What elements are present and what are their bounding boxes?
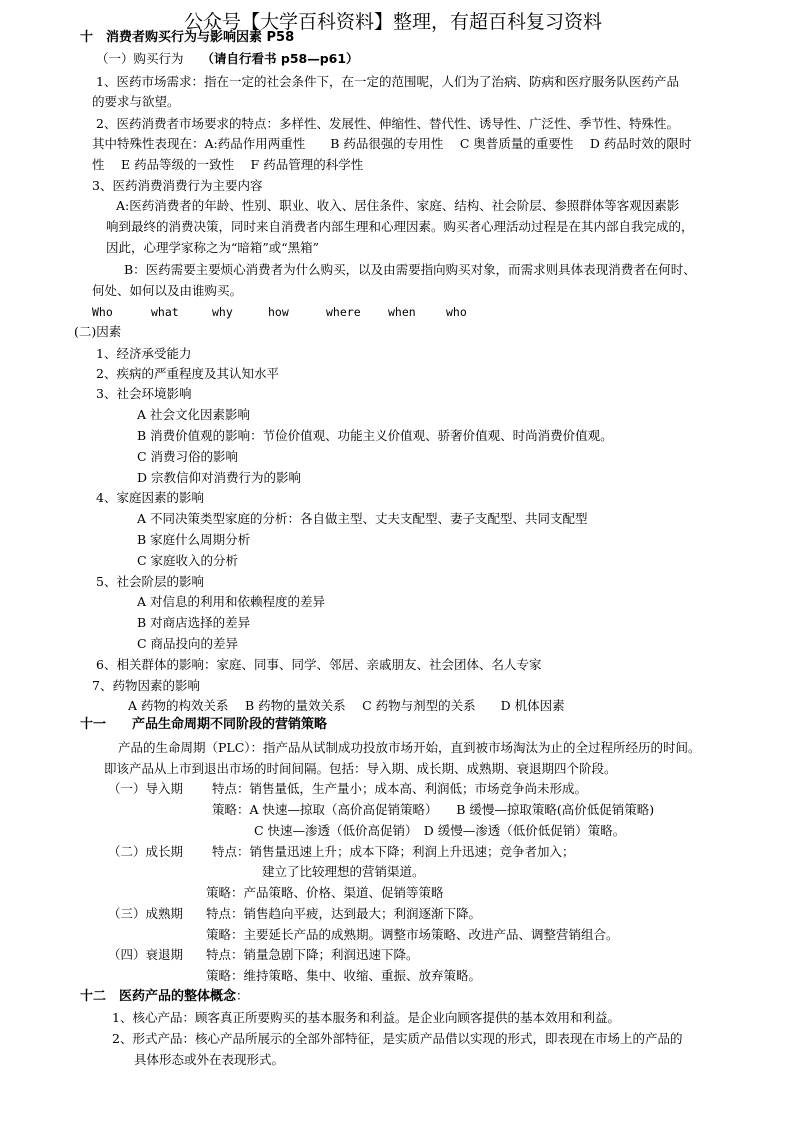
- para-1-line-1: 1、医药市场需求：指在一定的社会条件下，在一定的范围呢，人们为了治病、防病和医疗服务队医药产品: [96, 74, 679, 89]
- section-10-title: 十 消费者购买行为与影响因素 P58: [80, 30, 295, 45]
- form-product-line-1: 2、形式产品：核心产品所展示的全部外部特征，是实质产品借以实现的形式，即表现在市场上的产品的: [112, 1031, 683, 1046]
- para-2-line-2: 其中特殊性表现在：A:药品作用两重性 B 药品很强的专用性 C 奥普质量的重要性 D 药品时效的限时: [92, 136, 692, 151]
- stage-2-feature-2: 建立了比较理想的营销渠道。: [262, 864, 425, 879]
- para-2-line-3: 性 E 药品等级的一致性 F 药品管理的科学性: [92, 157, 364, 172]
- stage-1-row: （一）导入期 特点：销售量低，生产量小；成本高、利润低；市场竞争尚未形成。: [108, 781, 588, 796]
- factor-4c: C 家庭收入的分析: [137, 553, 239, 568]
- core-product: 1、核心产品：顾客真正所要购买的基本服务和利益。是企业向顾客提供的基本效用和利益。: [112, 1010, 620, 1025]
- question-words: Who what why how where when who: [92, 305, 467, 319]
- stage-1-strategy-2: C 快速—渗透（低价高促销） D 缓慢—渗透（低价低促销）策略。: [254, 823, 626, 838]
- factor-7a: A 药物的构效关系 B 药物的量效关系 C 药物与剂型的关系 D 机体因素: [128, 698, 565, 713]
- factor-2: 2、疾病的严重程度及其认知水平: [96, 366, 279, 381]
- plc-para-line-2: 即该产品从上市到退出市场的时间间隔。包括：导入期、成长期、成熟期、衰退期四个阶段。: [104, 761, 617, 776]
- factor-7: 7、药物因素的影响: [92, 678, 200, 693]
- stage-2-strategy: 策略：产品策略、价格、渠道、促销等策略: [206, 885, 444, 900]
- section-12-title-row: 十二 医药产品的整体概念：: [80, 988, 249, 1004]
- para-2-line-1: 2、医药消费者市场要求的特点：多样性、发展性、伸缩性、替代性、诱导性、广泛性、季节性、特殊性。: [96, 116, 679, 131]
- factor-5: 5、社会阶层的影响: [96, 574, 204, 589]
- watermark-header: 公众号【大学百科资料】整理，有超百科复习资料: [184, 11, 603, 33]
- factor-5b: B 对商店选择的差异: [137, 615, 251, 630]
- para-3b-line-2: 何处、如何以及由谁购买。: [92, 283, 243, 298]
- factor-4a: A 不同决策类型家庭的分析：各自做主型、丈夫支配型、妻子支配型、共同支配型: [137, 511, 588, 526]
- stage-2-row: （二）成长期 特点：销售量迅速上升；成本下降；利润上升迅速；竞争者加入；: [108, 844, 575, 859]
- factor-3d: D 宗教信仰对消费行为的影响: [137, 470, 301, 485]
- factor-4: 4、家庭因素的影响: [96, 490, 204, 505]
- stage-4-strategy: 策略：维持策略、集中、收缩、重振、放弃策略。: [206, 968, 482, 983]
- factor-3c: C 消费习俗的影响: [137, 449, 239, 464]
- para-3-title: 3、医药消费消费行为主要内容: [92, 178, 263, 193]
- subsection-2-title: (二)因素: [74, 324, 122, 339]
- factor-4b: B 家庭什么周期分析: [137, 532, 251, 547]
- factor-5c: C 商品投向的差异: [137, 636, 239, 651]
- stage-1-strategy-1: 策略：A 快速—掠取（高价高促销策略） B 缓慢—掠取策略(高价低促销策略): [212, 802, 655, 817]
- para-3a-line-3: 因此，心理学家称之为“暗箱”或“黑箱”: [106, 240, 320, 255]
- factor-1: 1、经济承受能力: [96, 346, 192, 361]
- para-1-line-2: 的要求与欲望。: [92, 94, 180, 109]
- stage-3-strategy: 策略：主要延长产品的成熟期。调整市场策略、改进产品、调整营销组合。: [206, 927, 619, 942]
- para-3b-line-1: B：医药需要主要烦心消费者为什么购买，以及由需要指向购买对象，而需求则具体表现消费者在何时、: [124, 262, 696, 277]
- factor-6: 6、相关群体的影响：家庭、同事、同学、邻居、亲戚朋友、社会团体、名人专家: [96, 657, 542, 672]
- stage-3-row: （三）成熟期 特点：销售趋向平疲，达到最大；利润逐渐下降。: [108, 906, 482, 921]
- factor-3a: A 社会文化因素影响: [137, 407, 251, 422]
- factor-3: 3、社会环境影响: [96, 386, 192, 401]
- plc-para-line-1: 产品的生命周期（PLC）：指产品从试制成功投放市场开始，直到被市场淘汰为止的全过程所经历的时间。: [118, 740, 701, 755]
- factor-3b: B 消费价值观的影响：节俭价值观、功能主义价值观、骄奢价值观、时尚消费价值观。: [137, 428, 613, 443]
- subsection-1-title: （一）购买行为 （请自行看书 p58—p61）: [96, 51, 359, 66]
- para-3a-line-2: 响到最终的消费决策，同时来自消费者内部生理和心理因素。购买者心理活动过程是在其内部自我完成的，: [106, 219, 694, 234]
- form-product-line-2: 具体形态或外在表现形式。: [134, 1052, 285, 1067]
- section-12-title: 十二 医药产品的整体概念: [80, 989, 237, 1004]
- stage-4-row: （四）衰退期 特点：销量急剧下降；利润迅速下降。: [108, 947, 419, 962]
- section-11-title: 十一 产品生命周期不同阶段的营销策略: [80, 717, 328, 732]
- factor-5a: A 对信息的利用和依赖程度的差异: [137, 594, 326, 609]
- read-book-note: （请自行看书 p58—p61）: [201, 51, 359, 66]
- para-3a-line-1: A:医药消费者的年龄、性别、职业、收入、居住条件、家庭、结构、社会阶层、参照群体等客观因素影: [116, 198, 680, 213]
